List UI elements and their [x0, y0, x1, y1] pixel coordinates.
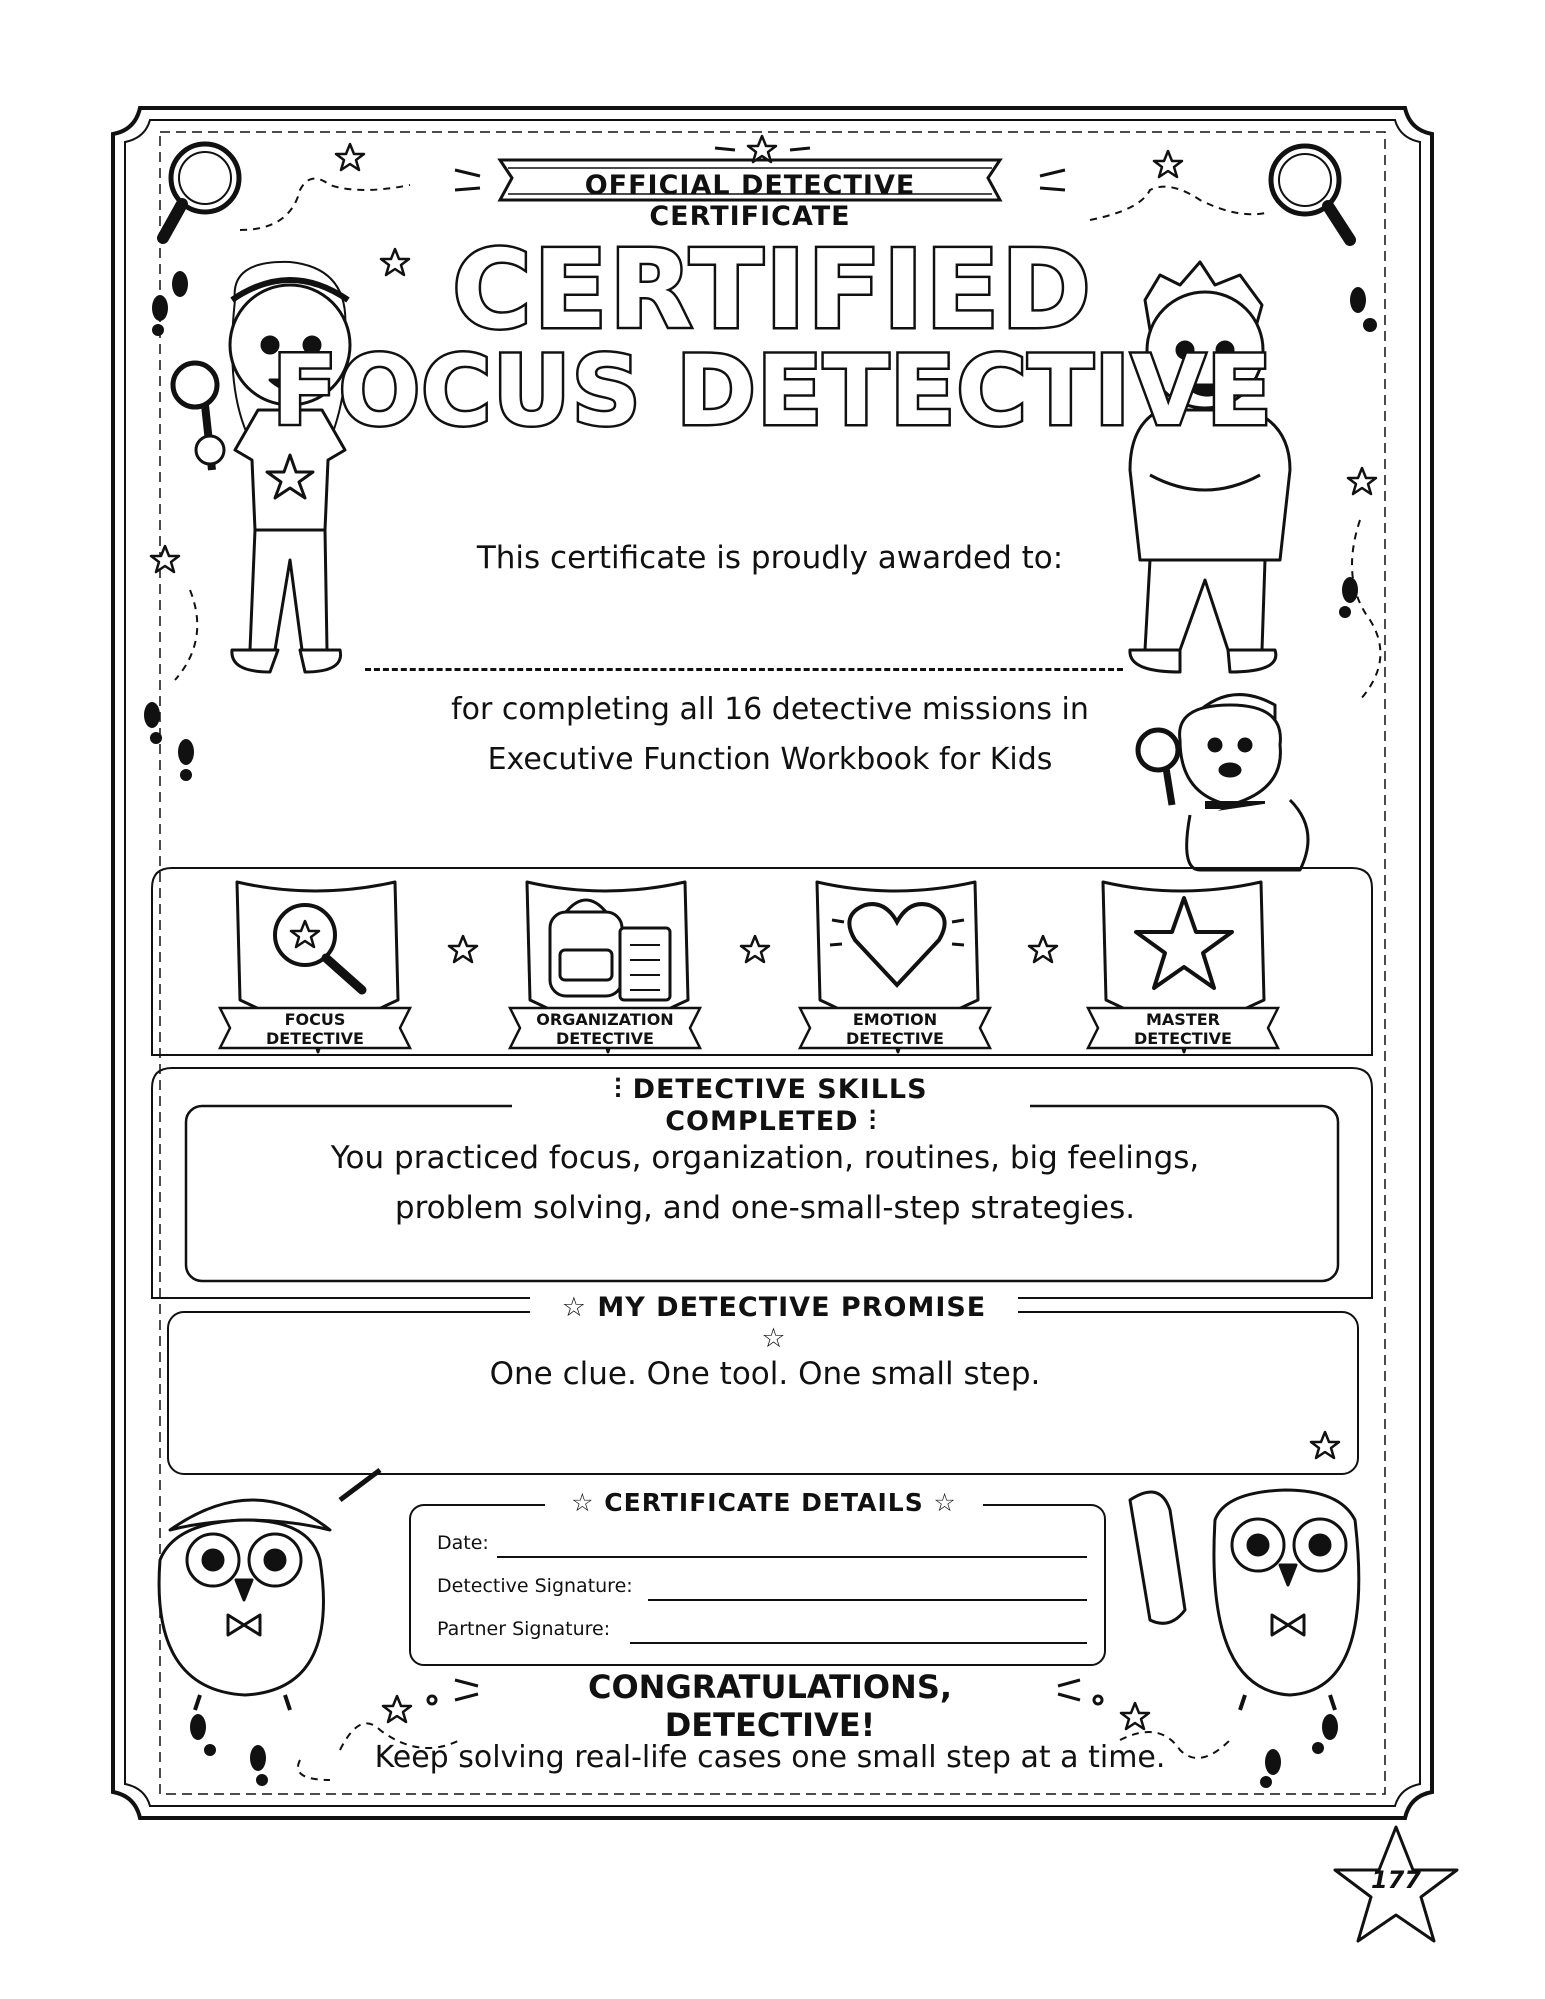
- partner-signature-field[interactable]: [630, 1642, 1087, 1644]
- badge-label-line2: DETECTIVE: [1134, 1029, 1232, 1048]
- star-icon: ☆: [761, 1323, 787, 1354]
- sparkle-icon: ⫶: [858, 1106, 877, 1137]
- certificate-title-line1: CERTIFIED: [452, 228, 1093, 353]
- badge-emotion-detective: [820, 1010, 970, 1048]
- details-heading: [545, 1488, 983, 1517]
- promise-heading-text: MY DETECTIVE PROMISE: [597, 1292, 987, 1323]
- skills-line2: problem solving, and one-small-step strategies.: [394, 1190, 1136, 1226]
- date-label: Date:: [437, 1532, 489, 1554]
- badge-label-line1: FOCUS: [284, 1010, 346, 1029]
- detective-signature-field[interactable]: [648, 1599, 1087, 1601]
- star-icon: ☆: [923, 1488, 957, 1517]
- badge-label-line1: EMOTION: [852, 1010, 938, 1029]
- promise-text: One clue. One tool. One small step.: [489, 1356, 1041, 1392]
- completion-line1: for completing all 16 detective missions in: [451, 692, 1089, 727]
- badge-label-line2: DETECTIVE: [846, 1029, 944, 1048]
- owl-detective-right-illustration: [1130, 1490, 1359, 1710]
- certificate-title-line2: FOCUS DETECTIVE: [271, 335, 1273, 447]
- badge-organization-detective: [530, 1010, 680, 1048]
- star-icon: ☆: [571, 1488, 605, 1517]
- date-field[interactable]: [497, 1556, 1087, 1558]
- awarded-to-text: This certificate is proudly awarded to:: [476, 540, 1064, 576]
- skills-line1: You practiced focus, organization, routines, big feelings,: [330, 1140, 1200, 1176]
- congratulations-heading: CONGRATULATIONS, DETECTIVE!: [587, 1668, 953, 1744]
- page-number: 177: [1370, 1866, 1422, 1894]
- badge-label-line2: DETECTIVE: [266, 1029, 364, 1048]
- badge-label-line2: DETECTIVE: [556, 1029, 654, 1048]
- ribbon-title: OFFICIAL DETECTIVE CERTIFICATE: [584, 170, 916, 232]
- details-heading-text: CERTIFICATE DETAILS: [604, 1488, 924, 1517]
- completion-line2: Executive Function Workbook for Kids: [487, 742, 1053, 777]
- detective-signature-label: Detective Signature:: [437, 1575, 633, 1597]
- recipient-name-line: [365, 668, 1123, 671]
- badge-label-line1: ORGANIZATION: [536, 1010, 674, 1029]
- promise-heading: [530, 1292, 1018, 1354]
- skills-heading-text: DETECTIVE SKILLS COMPLETED: [632, 1074, 928, 1137]
- closing-text: Keep solving real-life cases one small step at a time.: [374, 1740, 1166, 1775]
- star-icon: [748, 136, 776, 162]
- partner-signature-label: Partner Signature:: [437, 1618, 611, 1640]
- magnifier-icon-right: [1271, 146, 1350, 240]
- badge-label-line1: MASTER: [1146, 1010, 1220, 1029]
- owl-detective-left-illustration: [159, 1470, 380, 1710]
- magnifier-icon-left: [163, 144, 239, 238]
- star-icon: ☆: [561, 1292, 598, 1323]
- badge-master-detective: [1108, 1010, 1258, 1048]
- sparkle-icon: ⫶: [614, 1074, 633, 1105]
- badge-focus-detective: [240, 1010, 390, 1048]
- skills-heading: [512, 1074, 1030, 1138]
